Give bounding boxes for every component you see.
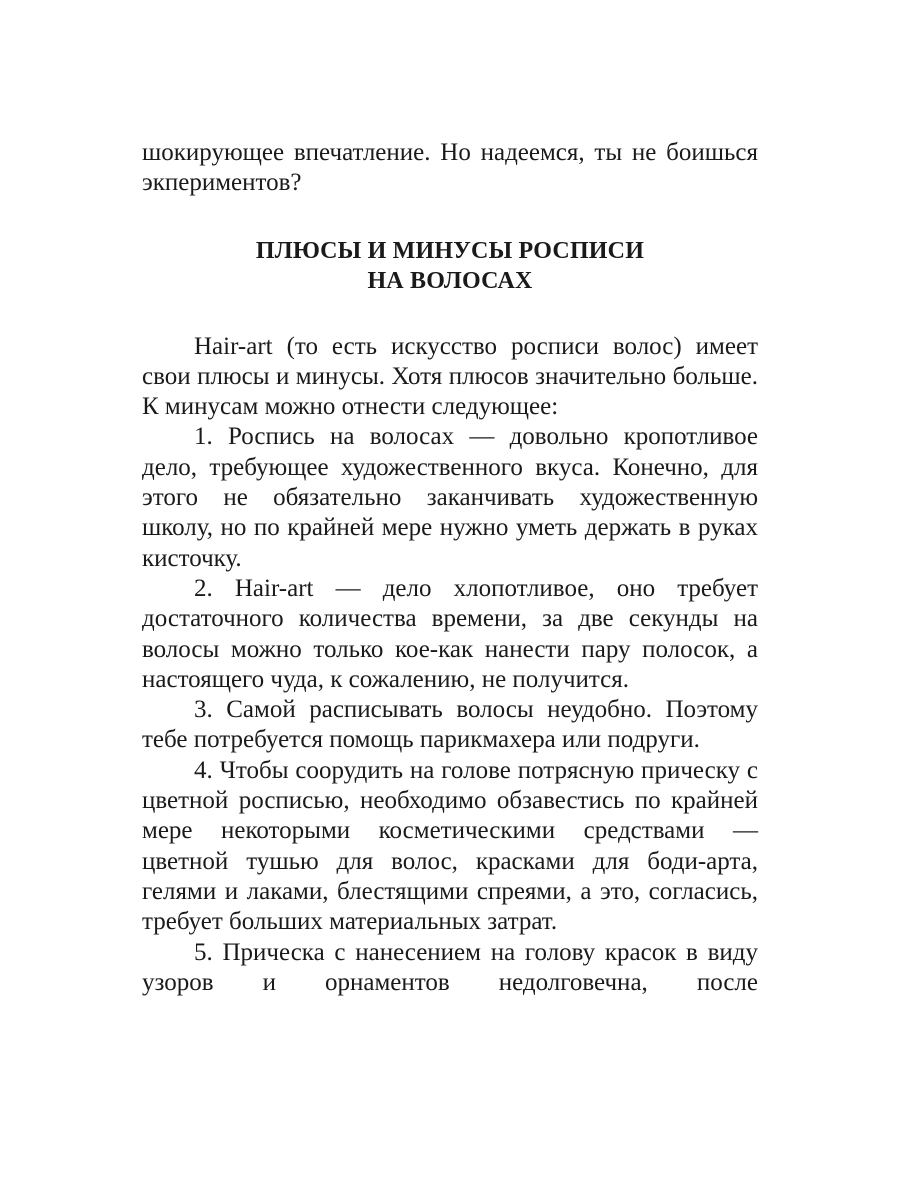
list-item-1: 1. Роспись на волосах — довольно кропотливое дело, требующее художественного вкуса. Конечно, для этого не обязательно заканчивать художественную школу, но по крайней мере нужно уметь держать в руках кисточку. bbox=[142, 423, 758, 572]
section-heading bbox=[142, 236, 758, 296]
book-page bbox=[142, 138, 758, 998]
list-item-4: 4. Чтобы соорудить на голове потрясную прическу с цветной росписью, необходимо обзавестись по крайней мере некоторыми косметическими средствами — цветной тушью для волос, красками для боди-арта, гелями и лаками, блестящими спреями, а это, согласись, требует больших материальных затрат. bbox=[142, 756, 758, 936]
continuation-paragraph: шокирующее впечатление. Но надеемся, ты не боишься экпериментов? bbox=[142, 139, 758, 197]
list-item-5: 5. Прическа с нанесением на голову красок в виду узоров и орнаментов недолговечна, после bbox=[142, 938, 758, 996]
section-heading-line-1: ПЛЮСЫ И МИНУСЫ РОСПИСИ bbox=[255, 237, 645, 264]
list-item-3: 3. Самой расписывать волосы неудобно. Поэтому тебе потребуется помощь парикмахера или подруги. bbox=[142, 696, 758, 754]
list-item-2: 2. Hair-art — дело хлопотливое, оно требует достаточного количества времени, за две секунды на волосы можно только кое-как нанести пару полосок, а настоящего чуда, к сожалению, не получится. bbox=[142, 574, 758, 693]
intro-paragraph: Hair-art (то есть искусство росписи волос) имеет свои плюсы и минусы. Хотя плюсов значительно больше. К минусам можно отнести следующее: bbox=[142, 332, 758, 421]
section-heading-line-2: НА ВОЛОСАХ bbox=[367, 267, 533, 294]
